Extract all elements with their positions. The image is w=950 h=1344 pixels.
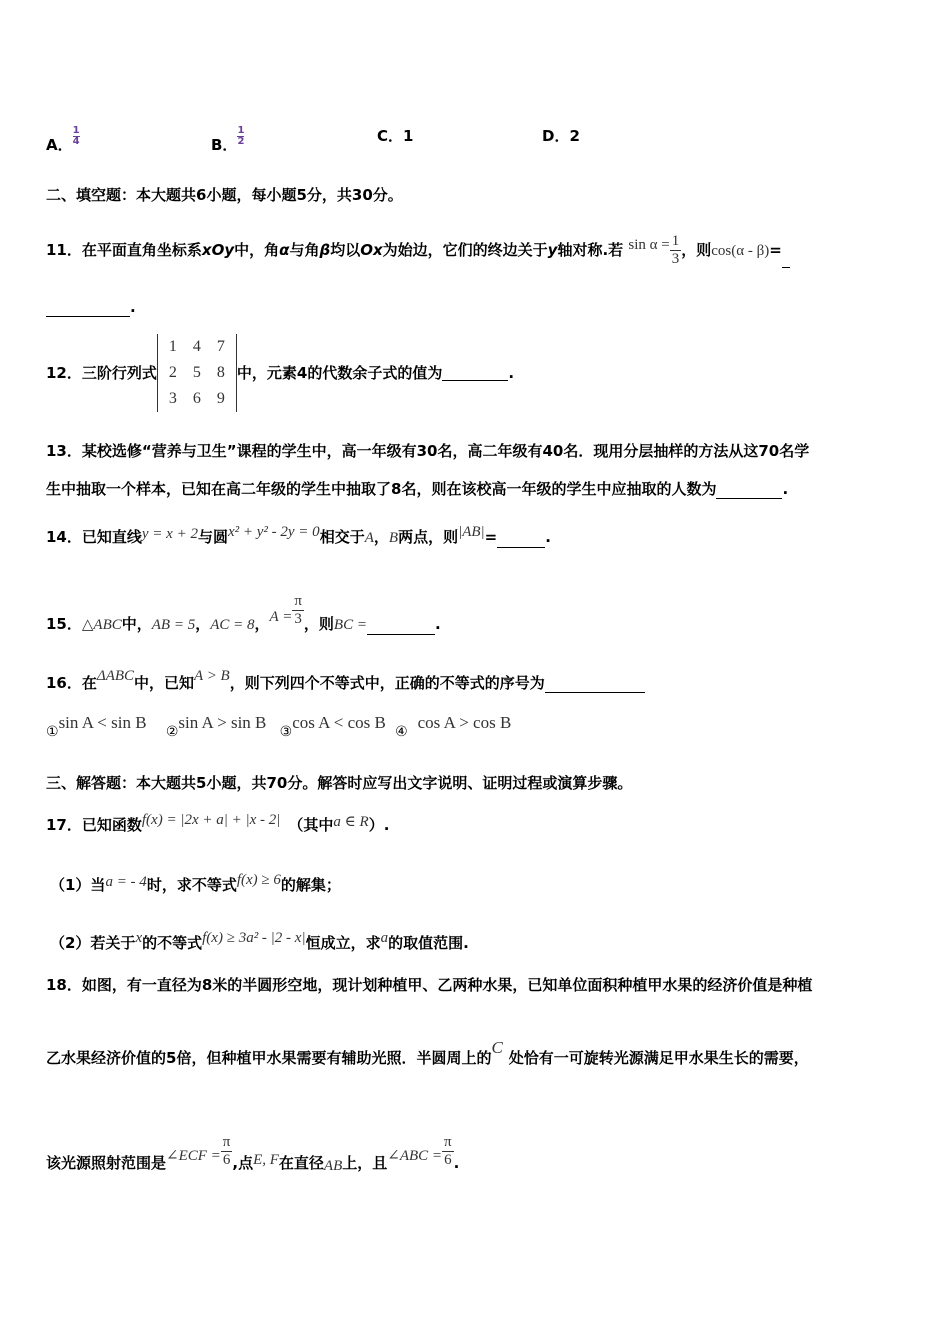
function-definition: f(x) = |2x + a| + |x - 2| [141, 812, 281, 828]
fraction-pi-sixth-1: $\frac{\pi}{6}$ [222, 1134, 231, 1168]
matrix-cell: 3 [168, 390, 177, 407]
matrix-cell: 4 [192, 338, 201, 355]
q10-option-a: A． $\frac{1}{4}$ [46, 125, 80, 154]
fraction-one-third: $\frac{1}{3}$ [671, 233, 680, 267]
option-3: cos A < cos B [292, 713, 386, 732]
option-2: sin A > sin B [178, 713, 267, 732]
q10-option-d: D．2 [542, 127, 580, 145]
matrix-cell: 2 [168, 364, 177, 381]
q10-option-b: B． $\frac{1}{2}$ [211, 125, 245, 154]
circle-equation: x² + y² - 2y = 0 [227, 524, 320, 540]
determinant-matrix [157, 334, 237, 412]
matrix-cell: 5 [192, 364, 201, 381]
option-1: sin A < sin B [58, 713, 147, 732]
fraction-pi-third: $\frac{\pi}{3}$ [294, 593, 302, 627]
question-11: 11．在平面直角坐标系xOy中，角α与角β均以Ox为始边，它们的终边关于y轴对称.若 sin α = $\frac{1}{3}$ ，则cos(α - β)= [46, 233, 790, 268]
fraction-pi-sixth-2: $\frac{\pi}{6}$ [444, 1134, 452, 1168]
question-17-part-1: （1）当a = - 4时，求不等式f(x) ≥ 6的解集； [50, 872, 341, 894]
section-3-heading: 三、解答题：本大题共5小题，共70分。解答时应写出文字说明、证明过程或演算步骤。 [46, 774, 633, 792]
question-11-answer-blank: . [46, 297, 136, 317]
question-14: 14．已知直线y = x + 2与圆x² + y² - 2y = 0相交于A，B两点，则|AB|= . [46, 524, 551, 546]
option-4: cos A > cos B [417, 713, 512, 732]
section-2-heading: 二、填空题：本大题共6小题，每小题5分，共30分。 [46, 186, 403, 204]
chord-length-expr: |AB| [458, 524, 485, 540]
question-18-line-2: 乙水果经济价值的5倍，但种植甲水果需要有辅助光照．半圆周上的C处恰有一可旋转光源满足甲水果生长的需要， [46, 1038, 809, 1067]
matrix-cell: 8 [216, 364, 225, 381]
question-16: 16．在ΔABC中，已知A > B，则下列四个不等式中，正确的不等式的序号为 [46, 666, 645, 693]
question-18-line-1: 18．如图，有一直径为8米的半圆形空地，现计划种植甲、乙两种水果，已知单位面积种植甲水果的经济价值是种植 [46, 976, 813, 994]
question-15: 15．△ABC中，AB = 5，AC = 8，A = $\frac{\pi}{3}$ ，则BC = . [46, 593, 441, 633]
question-13-line-1: 13．某校选修“营养与卫生”课程的学生中，高一年级有30名，高二年级有40名．现用分层抽样的方法从这70名学 [46, 442, 810, 460]
matrix-cell: 7 [216, 338, 225, 355]
fraction-one-half: $\frac{1}{2}$ [237, 125, 245, 147]
question-17-part-2: （2）若关于x的不等式f(x) ≥ 3a² - |2 - x|恒成立，求a的取值范围. [50, 930, 469, 952]
question-12: 12．三阶行列式 1 4 7 2 5 8 3 6 9 中，元素4的代数余子式的值为 . [46, 334, 514, 412]
cos-expr: cos(α - β) [711, 243, 770, 259]
matrix-cell: 6 [192, 390, 201, 407]
question-18-line-3: 该光源照射范围是∠ECF = $\frac{\pi}{6}$ ,点E, F在直径AB上，且∠ABC = $\frac{\pi}{6}$ . [46, 1134, 460, 1174]
fraction-one-quarter: $\frac{1}{4}$ [72, 125, 80, 147]
line-equation: y = x + 2 [141, 526, 198, 542]
matrix-cell: 9 [216, 390, 225, 407]
question-16-options: ①sin A < sin B ②sin A > sin B ③cos A < cos B ④ cos A > cos B [46, 713, 512, 740]
question-13-line-2: 生中抽取一个样本，已知在高二年级的学生中抽取了8名，则在该校高一年级的学生中应抽取的人数为 . [46, 480, 789, 498]
q10-option-c: C．1 [377, 127, 414, 145]
matrix-cell: 1 [168, 338, 177, 355]
question-17: 17．已知函数f(x) = |2x + a| + |x - 2| （其中a ∈ R）. [46, 812, 390, 834]
sin-alpha-expr: sin α = [628, 237, 670, 253]
